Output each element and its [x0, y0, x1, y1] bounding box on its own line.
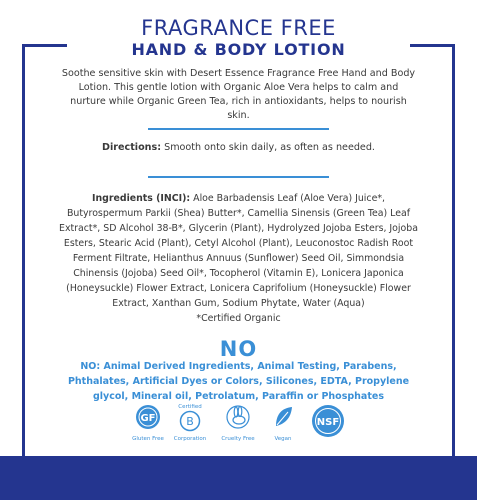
svg-text:B: B — [186, 415, 194, 428]
ingredients-block — [58, 191, 419, 326]
svg-text:NSF: NSF — [316, 417, 340, 428]
badge-cruelty-free — [218, 404, 258, 442]
badge-vegan — [263, 404, 303, 442]
gluten-free-icon — [135, 404, 161, 430]
badge-b-corp — [170, 404, 210, 442]
cruelty-free-bunny-icon — [223, 404, 253, 430]
b-corporation-icon — [179, 410, 201, 432]
no-section-title: NO — [219, 337, 258, 361]
badge-b-corp-label: Corporation — [173, 436, 207, 442]
badge-b-corp-top: Certified — [178, 404, 202, 410]
badge-nsf — [308, 404, 348, 442]
divider-bottom — [148, 176, 329, 178]
frame-left-border — [22, 44, 25, 456]
product-description: Soothe sensitive skin with Desert Essence Fragrance Free Hand and Body Lotion. This gentle lotion with Organic Aloe Vera helps to calm and nurture while Organic Green Tea, rich in antioxidants, helps to nourish skin. — [61, 68, 416, 121]
directions-text: Smooth onto skin daily, as often as needed. — [164, 142, 375, 153]
badge-vegan-label: Vegan — [274, 436, 292, 442]
footer-band — [0, 456, 477, 500]
product-subtitle: HAND & BODY LOTION — [131, 40, 346, 59]
certification-badges — [0, 404, 477, 446]
directions-label: Directions: — [102, 142, 162, 153]
product-title: FRAGRANCE FREE — [141, 16, 336, 40]
ingredients-label: Ingredients (INCI): — [92, 193, 191, 204]
directions-block — [100, 141, 377, 155]
badge-gluten-free-label: Gluten Free — [132, 436, 164, 442]
divider-top — [148, 128, 329, 130]
svg-text:GF: GF — [140, 413, 156, 424]
vegan-leaf-icon — [270, 404, 296, 430]
frame-right-border — [452, 44, 455, 456]
badge-cruelty-free-label: Cruelty Free — [221, 436, 255, 442]
badge-gluten-free — [128, 404, 168, 442]
ingredients-footnote: *Certified Organic — [196, 313, 281, 324]
no-section-text: NO: Animal Derived Ingredients, Animal Testing, Parabens, Phthalates, Artificial Dyes or Colors, Silicones, EDTA, Propylene glycol, Mineral oil, Petrolatum, Paraffin or Phosphates — [67, 361, 410, 402]
ingredients-text: Aloe Barbadensis Leaf (Aloe Vera) Juice*, Butyrospermum Parkii (Shea) Butter*, Camellia Sinensis (Green Tea) Leaf Extract*, SD Alcohol 38-B*, Glycerin (Plant), Hydrolyzed Jojoba Esters, Jojoba Esters, Stearic Acid (Plant), Cetyl Alcohol (Plant), Leuconostoc Radish Root Ferment Filtrate, Helianthus Annuus (Sunflower) Seed Oil, Simmondsia Chinensis (Jojoba) Seed Oil*, Tocopherol (Vitamin E), Lonicera Japonica (Honeysuckle) Flower Extract, Lonicera Caprifolium (Honeysuckle) Flower Extract, Xanthan Gum, Sodium Phytate, Water (Aqua) — [59, 193, 418, 309]
nsf-icon — [311, 404, 345, 438]
